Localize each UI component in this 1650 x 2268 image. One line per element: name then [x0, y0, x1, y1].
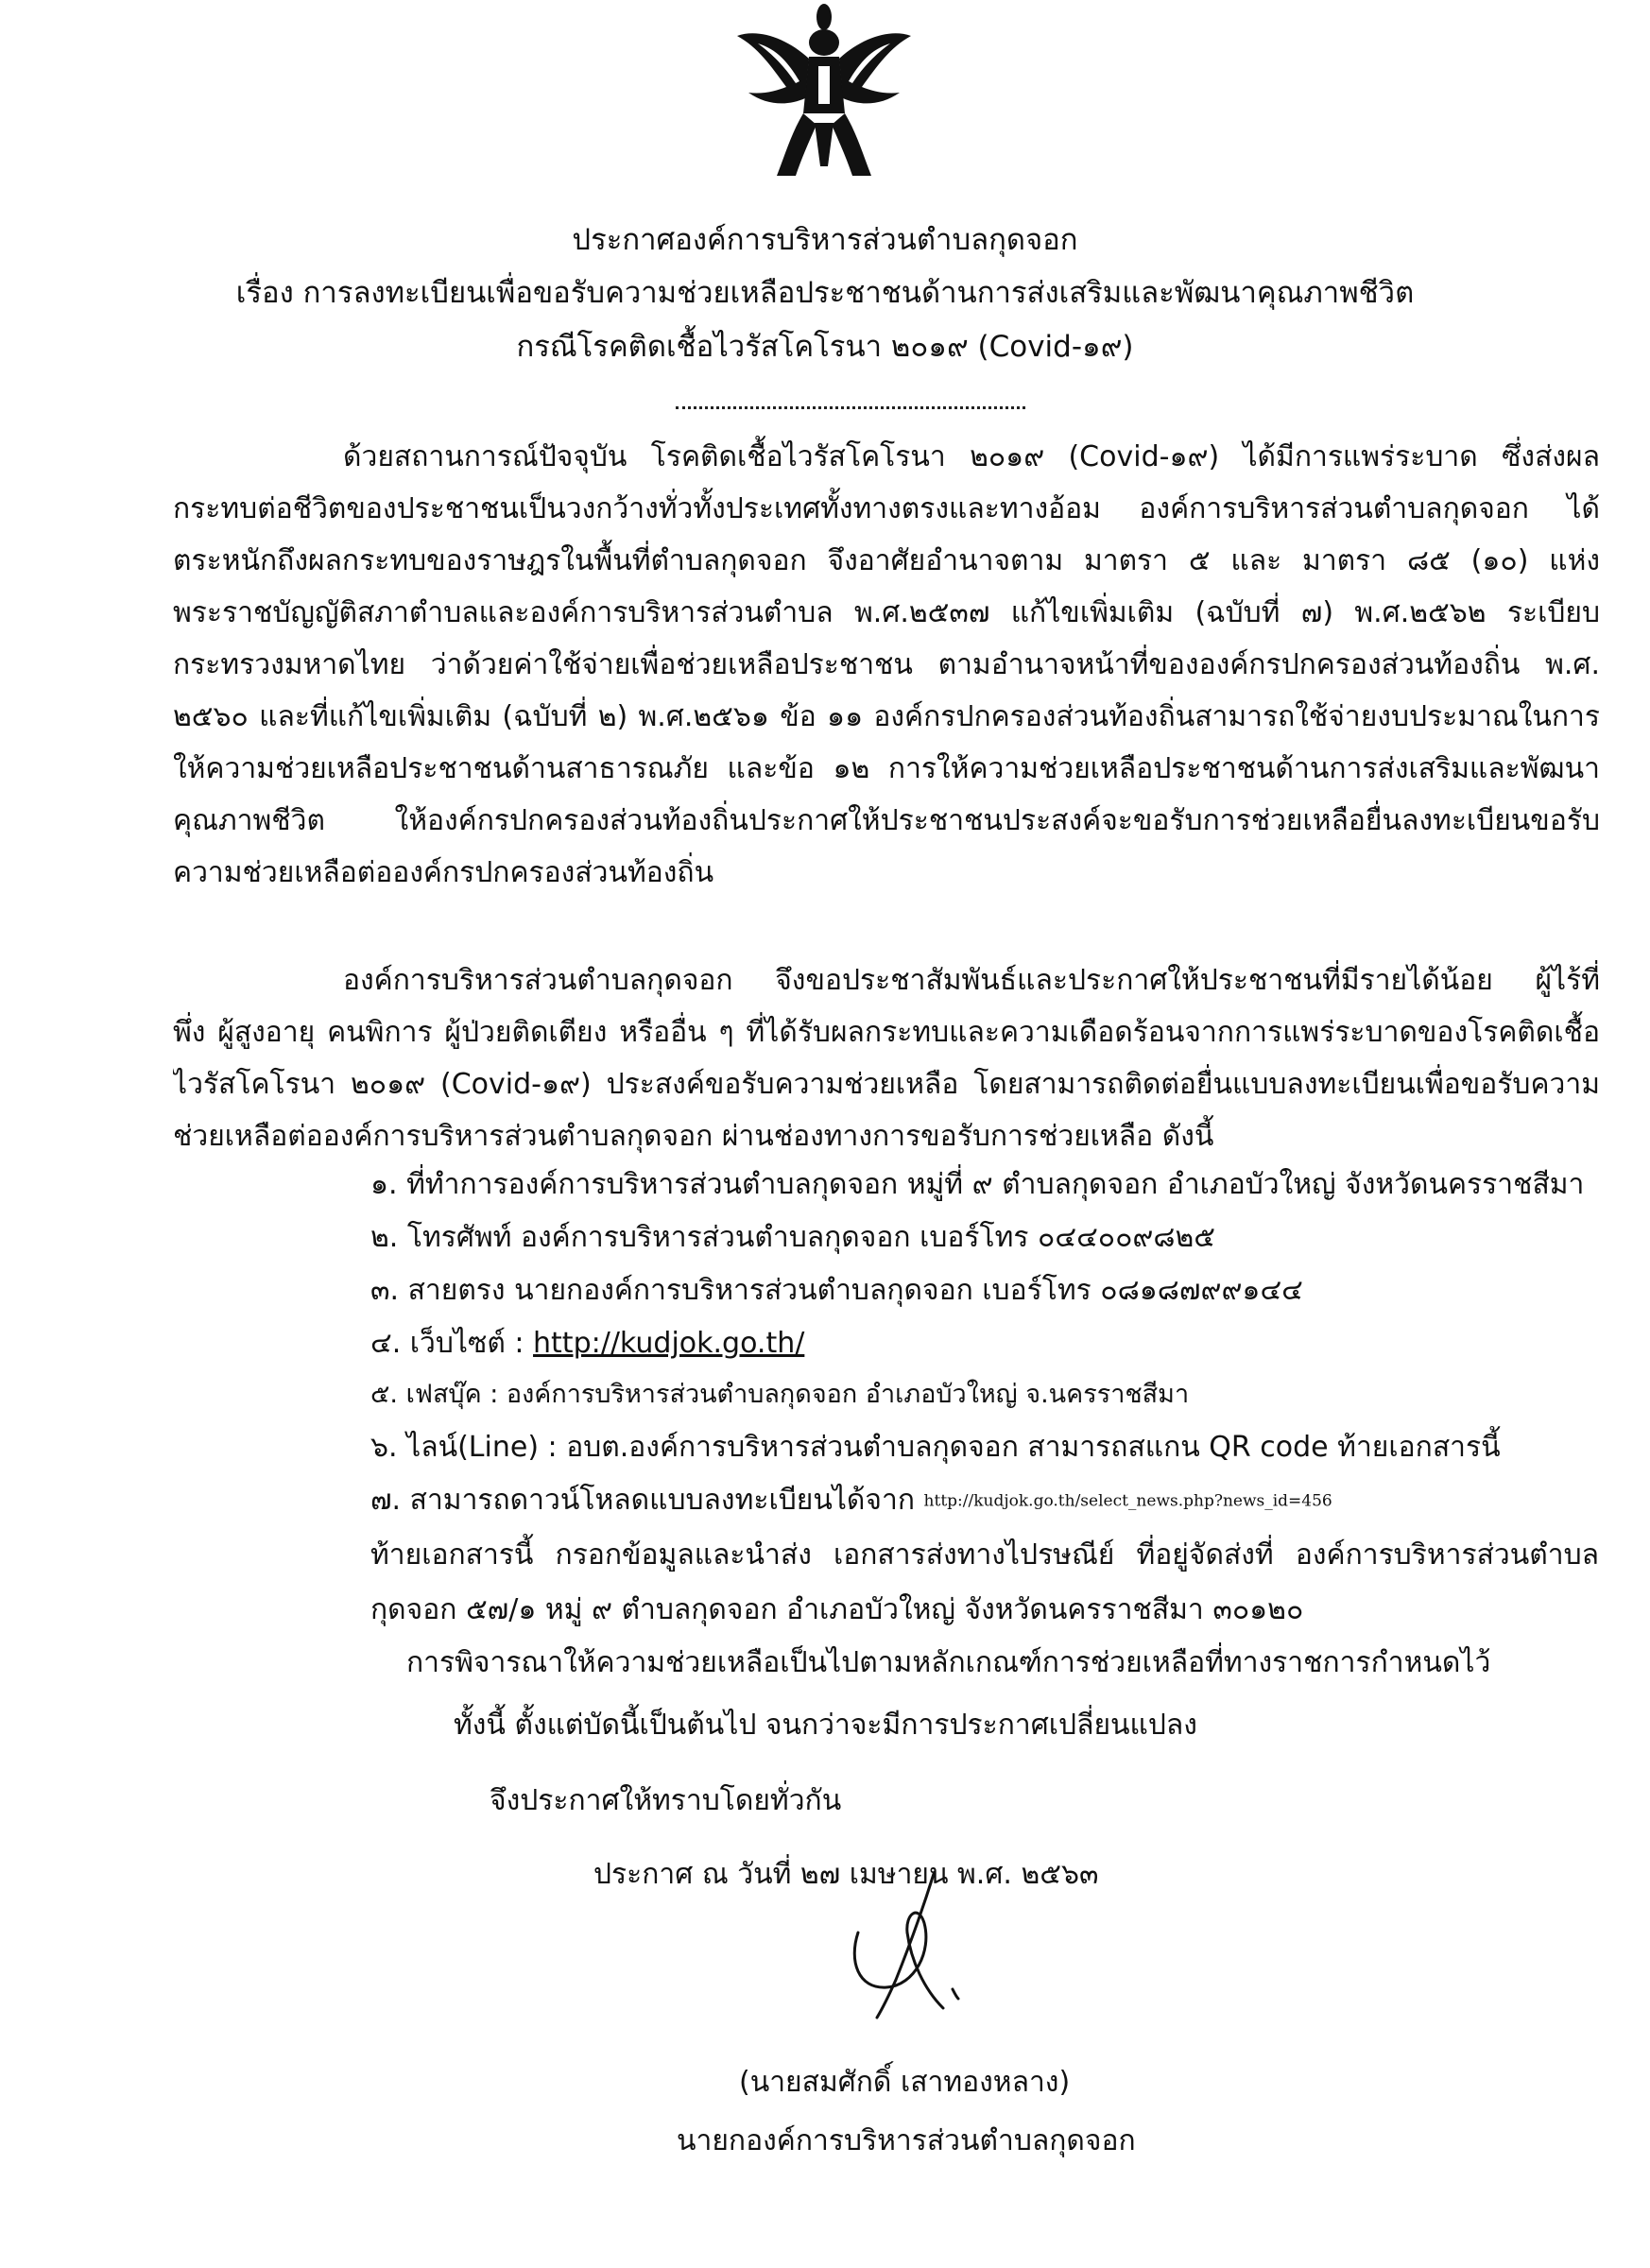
announcement-subject: เรื่อง การลงทะเบียนเพื่อขอรับความช่วยเหลือประชาชนด้านการส่งเสริมและพัฒนาคุณภาพชีวิต — [235, 276, 1415, 310]
paragraph-line: องค์การบริหารส่วนตำบลกุดจอก จึงขอประชาสัมพันธ์และประกาศให้ประชาชนที่มีรายได้น้อย ผู้ไร้ที่ — [343, 964, 1600, 997]
title-divider — [676, 406, 1025, 409]
paragraph-line: ตระหนักถึงผลกระทบของราษฎรในพื้นที่ตำบลกุดจอก จึงอาศัยอำนาจตาม มาตรา ๕ และ มาตรา ๘๕ (๑๐) แห่ง — [173, 544, 1600, 577]
consideration-line: การพิจารณาให้ความช่วยเหลือเป็นไปตามหลักเกณฑ์การช่วยเหลือที่ทางราชการกำหนดไว้ — [406, 1646, 1491, 1679]
paragraph-line: ความช่วยเหลือต่อองค์กรปกครองส่วนท้องถิ่น — [173, 856, 714, 889]
paragraph-line: พึ่ง ผู้สูงอายุ คนพิการ ผู้ป่วยติดเตียง หรืออื่น ๆ ที่ได้รับผลกระทบและความเดือดร้อนจากการแพร่ระบาดของโรคติดเชื้อ — [173, 1016, 1600, 1049]
channel-website-label: ๔. เว็บไซต์ : — [370, 1327, 534, 1360]
announcement-date: ประกาศ ณ วันที่ ๒๗ เมษายน พ.ศ. ๒๕๖๓ — [593, 1858, 1099, 1891]
announcement-title: ประกาศองค์การบริหารส่วนตำบลกุดจอก — [572, 223, 1078, 257]
paragraph-background — [173, 431, 1600, 899]
channel-direct-line: ๓. สายตรง นายกองค์การบริหารส่วนตำบลกุดจอก เบอร์โทร ๐๘๑๘๗๙๙๑๔๔ — [370, 1274, 1303, 1307]
mail-instruction-line: ท้ายเอกสารนี้ กรอกข้อมูลและนำส่ง เอกสารส่งทางไปรษณีย์ ที่อยู่จัดส่งที่ องค์การบริหารส่วนตำบล — [370, 1538, 1599, 1572]
announce-line: จึงประกาศให้ทราบโดยทั่วกัน — [490, 1784, 842, 1817]
channel-download-label: ๗. สามารถดาวน์โหลดแบบลงทะเบียนได้จาก — [370, 1484, 924, 1517]
paragraph-line: ไวรัสโคโรนา ๒๐๑๙ (Covid-๑๙) ประสงค์ขอรับความช่วยเหลือ โดยสามารถติดต่อยื่นแบบลงทะเบียนเพื่อขอรับความ — [173, 1068, 1600, 1101]
paragraph-line: ด้วยสถานการณ์ปัจจุบัน โรคติดเชื้อไวรัสโคโรนา ๒๐๑๙ (Covid-๑๙) ได้มีการแพร่ระบาด ซึ่งส่งผล — [343, 440, 1600, 473]
announcement-subject-case: กรณีโรคติดเชื้อไวรัสโคโรนา ๒๐๑๙ (Covid-๑๙) — [516, 330, 1134, 364]
paragraph-line: ให้ความช่วยเหลือประชาชนด้านสาธารณภัย และข้อ ๑๒ การให้ความช่วยเหลือประชาชนด้านการส่งเสริมและพัฒนา — [173, 752, 1600, 785]
paragraph-announcement — [173, 954, 1600, 1162]
effective-line: ทั้งนี้ ตั้งแต่บัดนี้เป็นต้นไป จนกว่าจะมีการประกาศเปลี่ยนแปลง — [454, 1709, 1197, 1742]
paragraph-line: พระราชบัญญัติสภาตำบลและองค์การบริหารส่วนตำบล พ.ศ.๒๕๓๗ แก้ไขเพิ่มเติม (ฉบับที่ ๗) พ.ศ.๒๕๖๒ ระเบียบ — [173, 596, 1600, 629]
signature-icon — [820, 1866, 1000, 2032]
paragraph-line: ๒๕๖๐ และที่แก้ไขเพิ่มเติม (ฉบับที่ ๒) พ.ศ.๒๕๖๑ ข้อ ๑๑ องค์กรปกครองส่วนท้องถิ่นสามารถใช้จ่ายงบประมาณในการ — [173, 700, 1600, 733]
channel-office: ๑. ที่ทำการองค์การบริหารส่วนตำบลกุดจอก หมู่ที่ ๙ ตำบลกุดจอก อำเภอบัวใหญ่ จังหวัดนครราชสีมา — [370, 1168, 1585, 1201]
paragraph-line: ช่วยเหลือต่อองค์การบริหารส่วนตำบลกุดจอก ผ่านช่องทางการขอรับการช่วยเหลือ ดังนี้ — [173, 1120, 1214, 1153]
paragraph-line: คุณภาพชีวิต ให้องค์กรปกครองส่วนท้องถิ่นประกาศให้ประชาชนประสงค์จะขอรับการช่วยเหลือยื่นลงทะเบียนขอรับ — [173, 804, 1600, 837]
download-link[interactable]: http://kudjok.go.th/select_news.php?news_id=456 — [923, 1491, 1332, 1511]
channel-line: ๖. ไลน์(Line) : อบต.องค์การบริหารส่วนตำบลกุดจอก สามารถสแกน QR code ท้ายเอกสารนี้ — [370, 1431, 1501, 1464]
channel-phone: ๒. โทรศัพท์ องค์การบริหารส่วนตำบลกุดจอก เบอร์โทร ๐๔๔๐๐๙๘๒๕ — [370, 1221, 1215, 1254]
paragraph-line: กระทรวงมหาดไทย ว่าด้วยค่าใช้จ่ายเพื่อช่วยเหลือประชาชน ตามอำนาจหน้าที่ขององค์กรปกครองส่วนท้องถิ่น พ.ศ. — [173, 648, 1600, 681]
channel-download — [370, 1480, 1332, 1522]
signer-name: (นายสมศักดิ์ เสาทองหลาง) — [739, 2066, 1071, 2099]
mail-address-line: กุดจอก ๕๗/๑ หมู่ ๙ ตำบลกุดจอก อำเภอบัวใหญ่ จังหวัดนครราชสีมา ๓๐๑๒๐ — [370, 1593, 1304, 1626]
channel-facebook: ๕. เฟสบุ๊ค : องค์การบริหารส่วนตำบลกุดจอก อำเภอบัวใหญ่ จ.นครราชสีมา — [370, 1380, 1190, 1409]
signer-position: นายกองค์การบริหารส่วนตำบลกุดจอก — [677, 2124, 1136, 2157]
channel-website — [370, 1323, 804, 1365]
garuda-emblem-icon — [730, 0, 919, 184]
paragraph-line: กระทบต่อชีวิตของประชาชนเป็นวงกว้างทั่วทั้งประเทศทั้งทางตรงและทางอ้อม องค์การบริหารส่วนตำบลกุดจอก ได้ — [173, 492, 1600, 525]
website-link[interactable]: http://kudjok.go.th/ — [533, 1327, 805, 1360]
